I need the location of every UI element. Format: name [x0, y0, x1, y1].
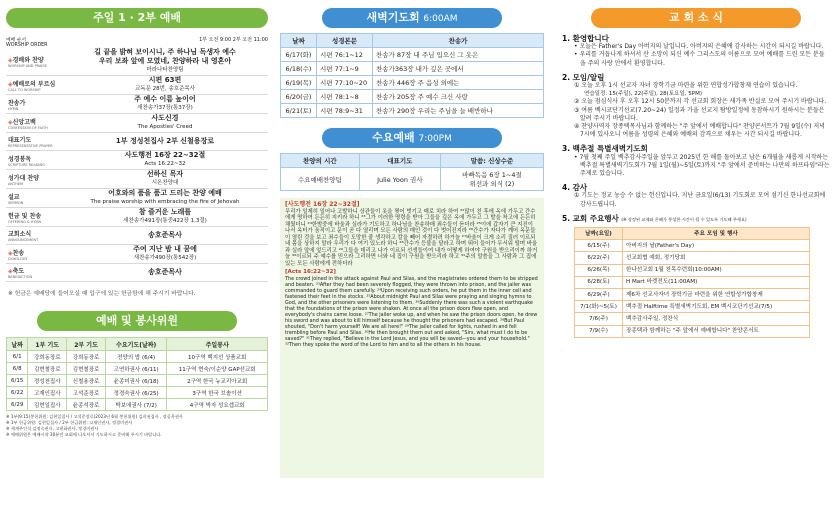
service-cell: 11구역 현숙/이순양 GAP선교회 — [167, 363, 268, 375]
order-label-en: HYMN — [8, 106, 19, 111]
events-cell: 7/9(수) — [575, 325, 623, 337]
order-label-ko: ◈경배와 찬양 — [8, 57, 44, 64]
order-label — [6, 266, 62, 279]
events-row — [575, 301, 810, 313]
service-cell: 6/1 — [7, 351, 28, 363]
news-section-1-items — [562, 43, 830, 68]
service-cell: 10구역 백지선 상품교회 — [167, 351, 268, 363]
service-row — [7, 399, 268, 411]
events-cell: 백추감사주일, 정찬식 — [623, 313, 810, 325]
scripture-ref-en: [Acts 16:22~32] — [285, 269, 336, 275]
order-content — [62, 231, 268, 240]
order-mark-icon: ◈ — [8, 249, 13, 257]
order-content-sub: The Apostles' Creed — [137, 124, 193, 130]
dawn-cell: 6/20(금) — [281, 90, 317, 104]
order-row — [6, 114, 268, 133]
dawn-cell: 6/18(수) — [281, 62, 317, 76]
news-column — [562, 8, 830, 338]
dawn-row — [281, 76, 544, 90]
dawn-time: 6:00AM — [423, 14, 458, 24]
order-content-sub: 새찬송가491장(통중422장 1,3절) — [123, 218, 207, 224]
wed-time: 7:00PM — [418, 134, 452, 144]
order-row — [6, 227, 268, 245]
service-cell: 윤종석장로 — [67, 399, 106, 411]
news-item: ① 기도는 정교 농승 수 없는 헌신입니다. 지난 금요일(6/13) 기도회로 모여 섬기신 한나선교회에 감사드립니다. — [574, 192, 826, 208]
dawn-row — [281, 62, 544, 76]
order-label-en: DOXOLOGY — [8, 256, 28, 261]
wed-banner — [322, 128, 502, 148]
service-cell: 6/22 — [7, 387, 28, 399]
service-note: ※ 1부(9:15)봉헌위원: 김현일집사 / 고석준장로(2023년 6월 봉헌위원) 김희권집사 , 장공옥권사 — [6, 414, 183, 419]
dawn-table — [280, 33, 544, 118]
order-content-sub: The praise worship with embracing the fire of Jehovah — [90, 199, 240, 205]
order-label-ko: ◈예배로의 부르심 — [8, 80, 56, 88]
order-content — [62, 114, 268, 132]
order-content-main: 사도신경 — [151, 114, 179, 122]
dawn-cell: 6/17(화) — [281, 48, 317, 62]
service-cell: 신철용장로 — [67, 375, 106, 387]
order-content-main: 시편 63편 — [148, 76, 182, 84]
dawn-cell: 찬송가363장 내가 깊은 곳에서 — [373, 62, 544, 76]
worship-order-header — [6, 36, 268, 48]
service-note: ※ 1부 헌금위원: 김현일집사 / 2부 헌금위원: 고재인권사, 정경미권사 — [6, 420, 133, 425]
service-header: 2부 기도 — [67, 338, 106, 351]
service-row — [7, 351, 268, 363]
news-section-5-note: (※ 상정된 교제와 은혜가 풍성한 시간이 될 수 있도록 기도해 주세요) — [621, 216, 747, 222]
order-content — [62, 95, 268, 113]
events-row — [575, 264, 810, 276]
order-row — [6, 76, 268, 95]
order-mark-icon: ◈ — [8, 118, 13, 126]
order-row — [6, 245, 268, 264]
order-label-en: WORSHIP AND PRAISE — [8, 64, 47, 68]
order-content-main: 주 예수 이름 높이어 — [134, 95, 196, 103]
news-item: ① 오늘 오후 1시 선교자 자녀 장학기금 마련을 위한 연합성가합창제 연습이 있습니다. — [574, 82, 798, 90]
order-content-main: 1부 정성천집사 2부 신철용장로 — [115, 137, 215, 145]
order-row — [6, 95, 268, 114]
order-label-ko: 성경봉독 — [8, 155, 32, 163]
dawn-cell: 시편 78:9~31 — [317, 104, 373, 118]
service-cell: 2구역 한국 뉴교리아교회 — [167, 375, 268, 387]
events-cell: 아버지의 날(Father's Day) — [623, 240, 810, 252]
order-label-ko: 교회소식 — [8, 231, 32, 238]
order-content — [62, 189, 268, 207]
events-cell: 6/15(주) — [575, 240, 623, 252]
order-content-sub: 시온찬양대 — [151, 180, 179, 186]
order-content — [62, 137, 268, 146]
order-label — [6, 79, 62, 92]
order-label-en: CALL TO WORSHIP — [8, 87, 41, 92]
events-row — [575, 313, 810, 325]
order-label — [6, 173, 62, 186]
scripture-ref-ko: [사도행전 16장 22~32절] — [285, 201, 360, 208]
events-cell: 6/28(토) — [575, 276, 623, 288]
order-content-sub: 새찬송가490장(통542장) — [133, 255, 197, 261]
order-content-main: 길 끝을 밝혀 보이시니, 주 하나님 독생자 예수 우리 보좌 앞에 모였네, 찬양하라 내 영혼아 — [94, 48, 236, 65]
scripture-box — [280, 198, 544, 478]
service-cell: 6/29 — [7, 399, 28, 411]
service-notes — [6, 414, 268, 438]
events-row — [575, 289, 810, 301]
worship-banner: 주일 1 · 2부 예배 — [6, 8, 268, 28]
events-cell: 제6차 선교사자녀 장학기금 마련을 위한 연합성가합창제 — [623, 289, 810, 301]
order-content-main: 주여 지난 밤 내 꿈에 — [133, 245, 197, 253]
order-content-main: 참 즐거운 노래를 — [138, 208, 192, 216]
order-content-main: 어호와의 품을 품고 드리는 찬양 예배 — [108, 189, 222, 197]
order-label-ko: 성가대 찬양 — [8, 174, 40, 182]
service-row — [7, 363, 268, 375]
worship-order-list — [6, 48, 268, 282]
wed-cell: 수요예배찬양팀 — [281, 168, 360, 191]
dawn-banner — [322, 8, 502, 28]
order-label-en: REPRESENTATIVE PRAYER — [8, 144, 53, 148]
order-mark-icon: ◈ — [8, 80, 13, 88]
order-label-ko: 대표기도 — [8, 137, 32, 144]
wed-header: 찬양의 시간 — [281, 154, 360, 168]
events-cell: 한나선교회 1월 천목수련회(10:00AM) — [623, 264, 810, 276]
order-label-ko: 헌금 및 찬송 — [8, 212, 42, 220]
service-cell: 3구역 한국 브솔이션 — [167, 387, 268, 399]
dawn-cell: 찬송가 87장 내 주님 입으신 그 옷은 — [373, 48, 544, 62]
order-label — [6, 117, 62, 130]
order-content — [62, 268, 268, 277]
news-item: • 7월 첫째 주일 백추감사주일을 앞두고 2025년 한 해를 돌아보고 남은 6개월을 새롭게 시작하는 백추절 특별새벽기도회가 7월 1일(월)~5일(토)까지 "주 앞에서 준비하는 나만의 하프타임"라는 주제로 있습니다. — [574, 153, 830, 178]
news-item: ② 오늘 점심식사 후 오후 12시 50분까지 각 선교회 회장은 새가족 반실로 모여 주시기 바랍니다. — [574, 98, 827, 106]
events-cell: 7/1(화)~5(토) — [575, 301, 623, 313]
news-section-2-items — [562, 82, 830, 139]
service-row — [7, 375, 268, 387]
events-cell: 선교회협 예회, 정기당회 — [623, 252, 810, 264]
order-label — [6, 135, 62, 148]
order-label — [6, 98, 62, 111]
order-row — [6, 189, 268, 208]
order-content-main: 송호준목사 — [148, 231, 182, 239]
dawn-header: 날짜 — [281, 34, 317, 48]
order-content-sub: 새찬송가37장(통37장) — [137, 105, 193, 111]
news-item: ④ 찬양사역자 장종택목사님과 함께하는 "주 앞에서 예배합니다" 찬양콘서트가 7월 9일(수) 저녁 7시에 있사오니 여름을 성령의 은혜와 예배의 감격으로 채우는 시간 되시길 바랍니다. — [574, 123, 825, 139]
order-content — [62, 76, 268, 94]
order-row — [6, 208, 268, 227]
events-row — [575, 240, 810, 252]
wed-header: 대표기도 — [359, 154, 440, 168]
order-label — [6, 192, 62, 205]
wed-cell: Julie Yoon 권사 — [359, 168, 440, 191]
news-sub-item: 연습일정: 15(주일), 22(주일), 28(토요일, 5PM) — [584, 91, 702, 98]
offering-note: ※ 헌금은 예배당에 들어오실 때 입구에 있는 헌금함에 해 주시기 바랍니다. — [8, 291, 196, 297]
dawn-cell: 시편 77:10~20 — [317, 76, 373, 90]
dawn-title: 새벽기도회 — [366, 11, 420, 24]
order-content-main: 선하신 목자 — [146, 170, 184, 178]
order-label-ko: ◈찬송 — [8, 249, 25, 257]
dawn-cell: 6/21(토) — [281, 104, 317, 118]
order-label — [6, 55, 62, 68]
dawn-cell: 시편 76:1~12 — [317, 48, 373, 62]
service-header: 주일봉사 — [167, 338, 268, 351]
events-cell: 6/29(주) — [575, 289, 623, 301]
order-label — [6, 154, 62, 167]
dawn-header: 성경본문 — [317, 34, 373, 48]
news-section-5-title: 5. 교회 주요행사 — [562, 213, 619, 223]
service-cell: 고연하권사 (6/11) — [105, 363, 166, 375]
order-row — [6, 264, 268, 282]
order-content-sub: 마라나타찬양팀 — [146, 67, 184, 73]
order-content — [62, 48, 268, 75]
events-cell: 백추절 Halftime 특별새벽기도회, EM 벡시코단기선교(7/5) — [623, 301, 810, 313]
dawn-cell: 찬송가 205장 주 예수 크신 사랑 — [373, 90, 544, 104]
order-row — [6, 48, 268, 76]
service-cell: 강희동장로 — [28, 351, 67, 363]
news-item: • 오늘은 Father's Day 아버지의 날입니다. 아버지의 은혜에 감사하는 시간이 되시길 바랍니다. — [574, 43, 824, 51]
order-title-ko: 예배 순서 — [6, 38, 27, 43]
wed-cell: 바빠독음 6장 1~4절 위선과 외식 (2) — [440, 168, 543, 191]
order-label-ko: ◈신앙고백 — [8, 118, 36, 126]
order-label-ko: 찬송가 — [8, 99, 26, 107]
news-section-4: 4. 감사 — [562, 183, 588, 193]
order-label — [6, 211, 62, 224]
service-header: 날짜 — [7, 338, 28, 351]
service-table — [6, 337, 268, 411]
order-row — [6, 170, 268, 189]
dawn-header: 찬송가 — [373, 34, 544, 48]
order-label-en: ANTHEM — [8, 181, 24, 186]
order-label-en: OFFERING & HYMN — [8, 219, 42, 224]
service-cell: 고석준장로 — [67, 387, 106, 399]
prayer-column — [280, 8, 544, 478]
news-section-3: 3. 백추절 특별새벽기도회 — [562, 144, 648, 154]
events-cell: 6/22(주) — [575, 252, 623, 264]
news-section-2: 2. 모임/알림 — [562, 72, 605, 82]
worship-column — [6, 8, 268, 438]
service-cell: 박보애권사 (7/2) — [105, 399, 166, 411]
service-cell: 고재인집사 — [28, 387, 67, 399]
order-label — [6, 229, 62, 242]
order-label-ko: 설교 — [8, 193, 20, 201]
wed-title: 수요예배 — [372, 131, 415, 144]
order-mark-icon: ◈ — [8, 57, 13, 64]
service-cell: 윤종미권사 (6/18) — [105, 375, 166, 387]
service-cell: 전양의 밥 (6/4) — [105, 351, 166, 363]
order-label-en: ANNOUNCEMENT — [8, 238, 39, 242]
order-label-en: SCRIPTURE READING — [8, 162, 45, 167]
service-cell: 김현일집사 — [28, 399, 67, 411]
order-content — [62, 208, 268, 226]
service-cell: 김현철장로 — [67, 363, 106, 375]
order-mark-icon: ◈ — [8, 268, 13, 275]
order-label-en: BENEDICTION — [8, 275, 33, 279]
service-cell: 정경숙권사 (6/25) — [105, 387, 166, 399]
order-content-sub: Acts 16:22~32 — [144, 161, 186, 167]
order-content-main: 송호준목사 — [148, 268, 182, 276]
order-title-en: WORSHIP ORDER — [6, 43, 48, 48]
news-section-1: 1. 환영합니다 — [562, 34, 609, 43]
wed-table — [280, 153, 544, 191]
dawn-row — [281, 48, 544, 62]
events-table — [574, 227, 810, 338]
order-row — [6, 133, 268, 151]
order-content — [62, 245, 268, 263]
service-header: 1부 기도 — [28, 338, 67, 351]
service-cell: 정성천집사 — [28, 375, 67, 387]
news-body — [562, 35, 830, 338]
service-note: ※ 세계주인석 김정숙권사, 고현화권사, 정경미권사 — [6, 426, 99, 431]
events-cell: 6/26(목) — [575, 264, 623, 276]
dawn-cell: 6/19(목) — [281, 76, 317, 90]
scripture-text-en: The crowd joined in the attack against Paul and Silas, and the magistrates ordered them to be stripped and beaten. ²³After they had been severely flogged, they were thrown into prison, and the jailer was commanded to guard them carefully. ²⁴Upon receiving such orders, he put them in the inner cell and fastened their feet in the stocks. ²⁵About midnight Paul and Silas were praying and singing hymns to God, and the other prisoners were listening to them. ²⁶Suddenly there was such a violent earthquake that the foundations of the prison were shaken. At once all the prison doors flew open, and everybody's chains came loose. ²⁷The jailer woke up, and when he saw the prison doors open, he drew his sword and was about to kill himself because he thought the prisoners had escaped. ²⁸But Paul shouted, "Don't harm yourself! We are all here!" ²⁹The jailer called for lights, rushed in and fell trembling before Paul and Silas. ³⁰He then brought them out and asked, "Sirs, what must I do to be saved?" ³¹They replied, "Believe in the Lord Jesus, and you will be saved—you and your household." ³²Then they spoke the word of the Lord to him and to all the others in his house. — [285, 275, 538, 348]
events-cell: 장종택과 함께하는 "주 앞에서 예배합니다" 찬양콘서트 — [623, 325, 810, 337]
events-cell: 7/6(주) — [575, 313, 623, 325]
service-cell: 4구역 박자 성요셉교회 — [167, 399, 268, 411]
events-row — [575, 325, 810, 337]
dawn-cell: 찬송가 290장 우리는 주님을 늘 배반하나 — [373, 104, 544, 118]
order-label — [6, 248, 62, 261]
dawn-cell: 시편 78:1~8 — [317, 90, 373, 104]
dawn-row — [281, 90, 544, 104]
news-banner: 교 회 소 식 — [591, 8, 801, 28]
order-label-en: CONFESSION OF FAITH — [8, 125, 48, 130]
news-section-4-items — [562, 192, 830, 208]
service-cell: 김현철장로 — [28, 363, 67, 375]
service-banner: 예배 및 봉사위원 — [37, 311, 237, 331]
news-section-5 — [562, 215, 830, 224]
dawn-cell: 시편 77:1~9 — [317, 62, 373, 76]
news-section-3-items — [562, 154, 830, 179]
service-cell: 6/8 — [7, 363, 28, 375]
events-header: 주요 모임 및 행사 — [623, 228, 810, 240]
events-row — [575, 252, 810, 264]
order-label-en: SERMON — [8, 200, 24, 205]
dawn-cell: 찬송가 446장 주 음성 외에는 — [373, 76, 544, 90]
service-header: 수요기도(날짜) — [105, 338, 166, 351]
service-note: ※ 예배위원은 예배시작 30분전 교회에 나오셔서 기도하시고 준비해 주시기 바랍니다. — [6, 432, 162, 437]
events-cell: H Mart 바켓전도(11:00AM) — [623, 276, 810, 288]
dawn-row — [281, 104, 544, 118]
scripture-text-ko: 무리가 일제히 일어나 고발하니 상관들이 옷을 찢어 벗기고 매로 치라 하여 ²²많이 친 후에 옥에 가두고 간수에게 명하여 든든히 지키라 하니 ²³그가 이러한 명령을 받아 그들을 깊은 옥에 가두고 그 발을 착고에 든든히 채웠더니 ²⁴한밤중에 바울과 실라가 기도하고 하나님을 찬송하매 죄수들이 듣더라 ²⁵이에 갑자기 큰 지진이 나서 옥터가 움직이고 문이 곧 다 열리며 모든 사람의 매인 것이 다 벗어진지라 ²⁶간수가 자다가 깨어 옥문들이 열린 것을 보고 죄수들이 도망한 줄 생각하고 칼을 빼어 자결하려 하거늘 ²⁷바울이 크게 소리 질러 이르되 네 몸을 상하지 말라 우리가 다 여기 있노라 하니 ²⁸간수가 등불을 달라고 하며 뛰어 들어가 무서워 떨며 바울과 실라 앞에 엎드리고 ²⁹그들을 데리고 나가 이르되 선생들이여 내가 어떻게 하여야 구원을 받으리이까 하거늘 ³⁰이르되 주 예수를 믿으라 그리하면 너와 네 집이 구원을 받으리라 하고 ³¹주의 말씀을 그 사람과 그 집에 있는 모든 사람에게 전하더라 — [285, 208, 538, 267]
news-item: ③ 여름 벡시코단기선교(7.20~24) 일정과 가을 선교지 탐방일정에 동참하시기 원하시는 분들은 알려 주시기 바랍니다. — [574, 106, 825, 122]
order-content — [62, 151, 268, 169]
order-row — [6, 151, 268, 170]
events-row — [575, 276, 810, 288]
order-label-ko: ◈축도 — [8, 268, 25, 275]
news-item: • 우리를 거듭나게 하셔서 산 소망이 되신 예수 그리스도의 이름으로 모여 예배를 드린 모든 분들을 주의 사랑 안에서 환영합니다. — [574, 51, 825, 67]
service-times: 1부 오전 9:00 2부 오전 11:00 — [199, 37, 268, 43]
service-cell: 6/15 — [7, 375, 28, 387]
order-content — [62, 170, 268, 188]
events-header: 날짜(요일) — [575, 228, 623, 240]
order-content-sub: 교독문 28번, 송호준목사 — [134, 86, 196, 92]
service-cell: 강희동장로 — [67, 351, 106, 363]
wed-header: 말씀: 신상수준 — [440, 154, 543, 168]
service-row — [7, 387, 268, 399]
order-content-main: 사도행전 16장 22~32절 — [124, 151, 206, 159]
